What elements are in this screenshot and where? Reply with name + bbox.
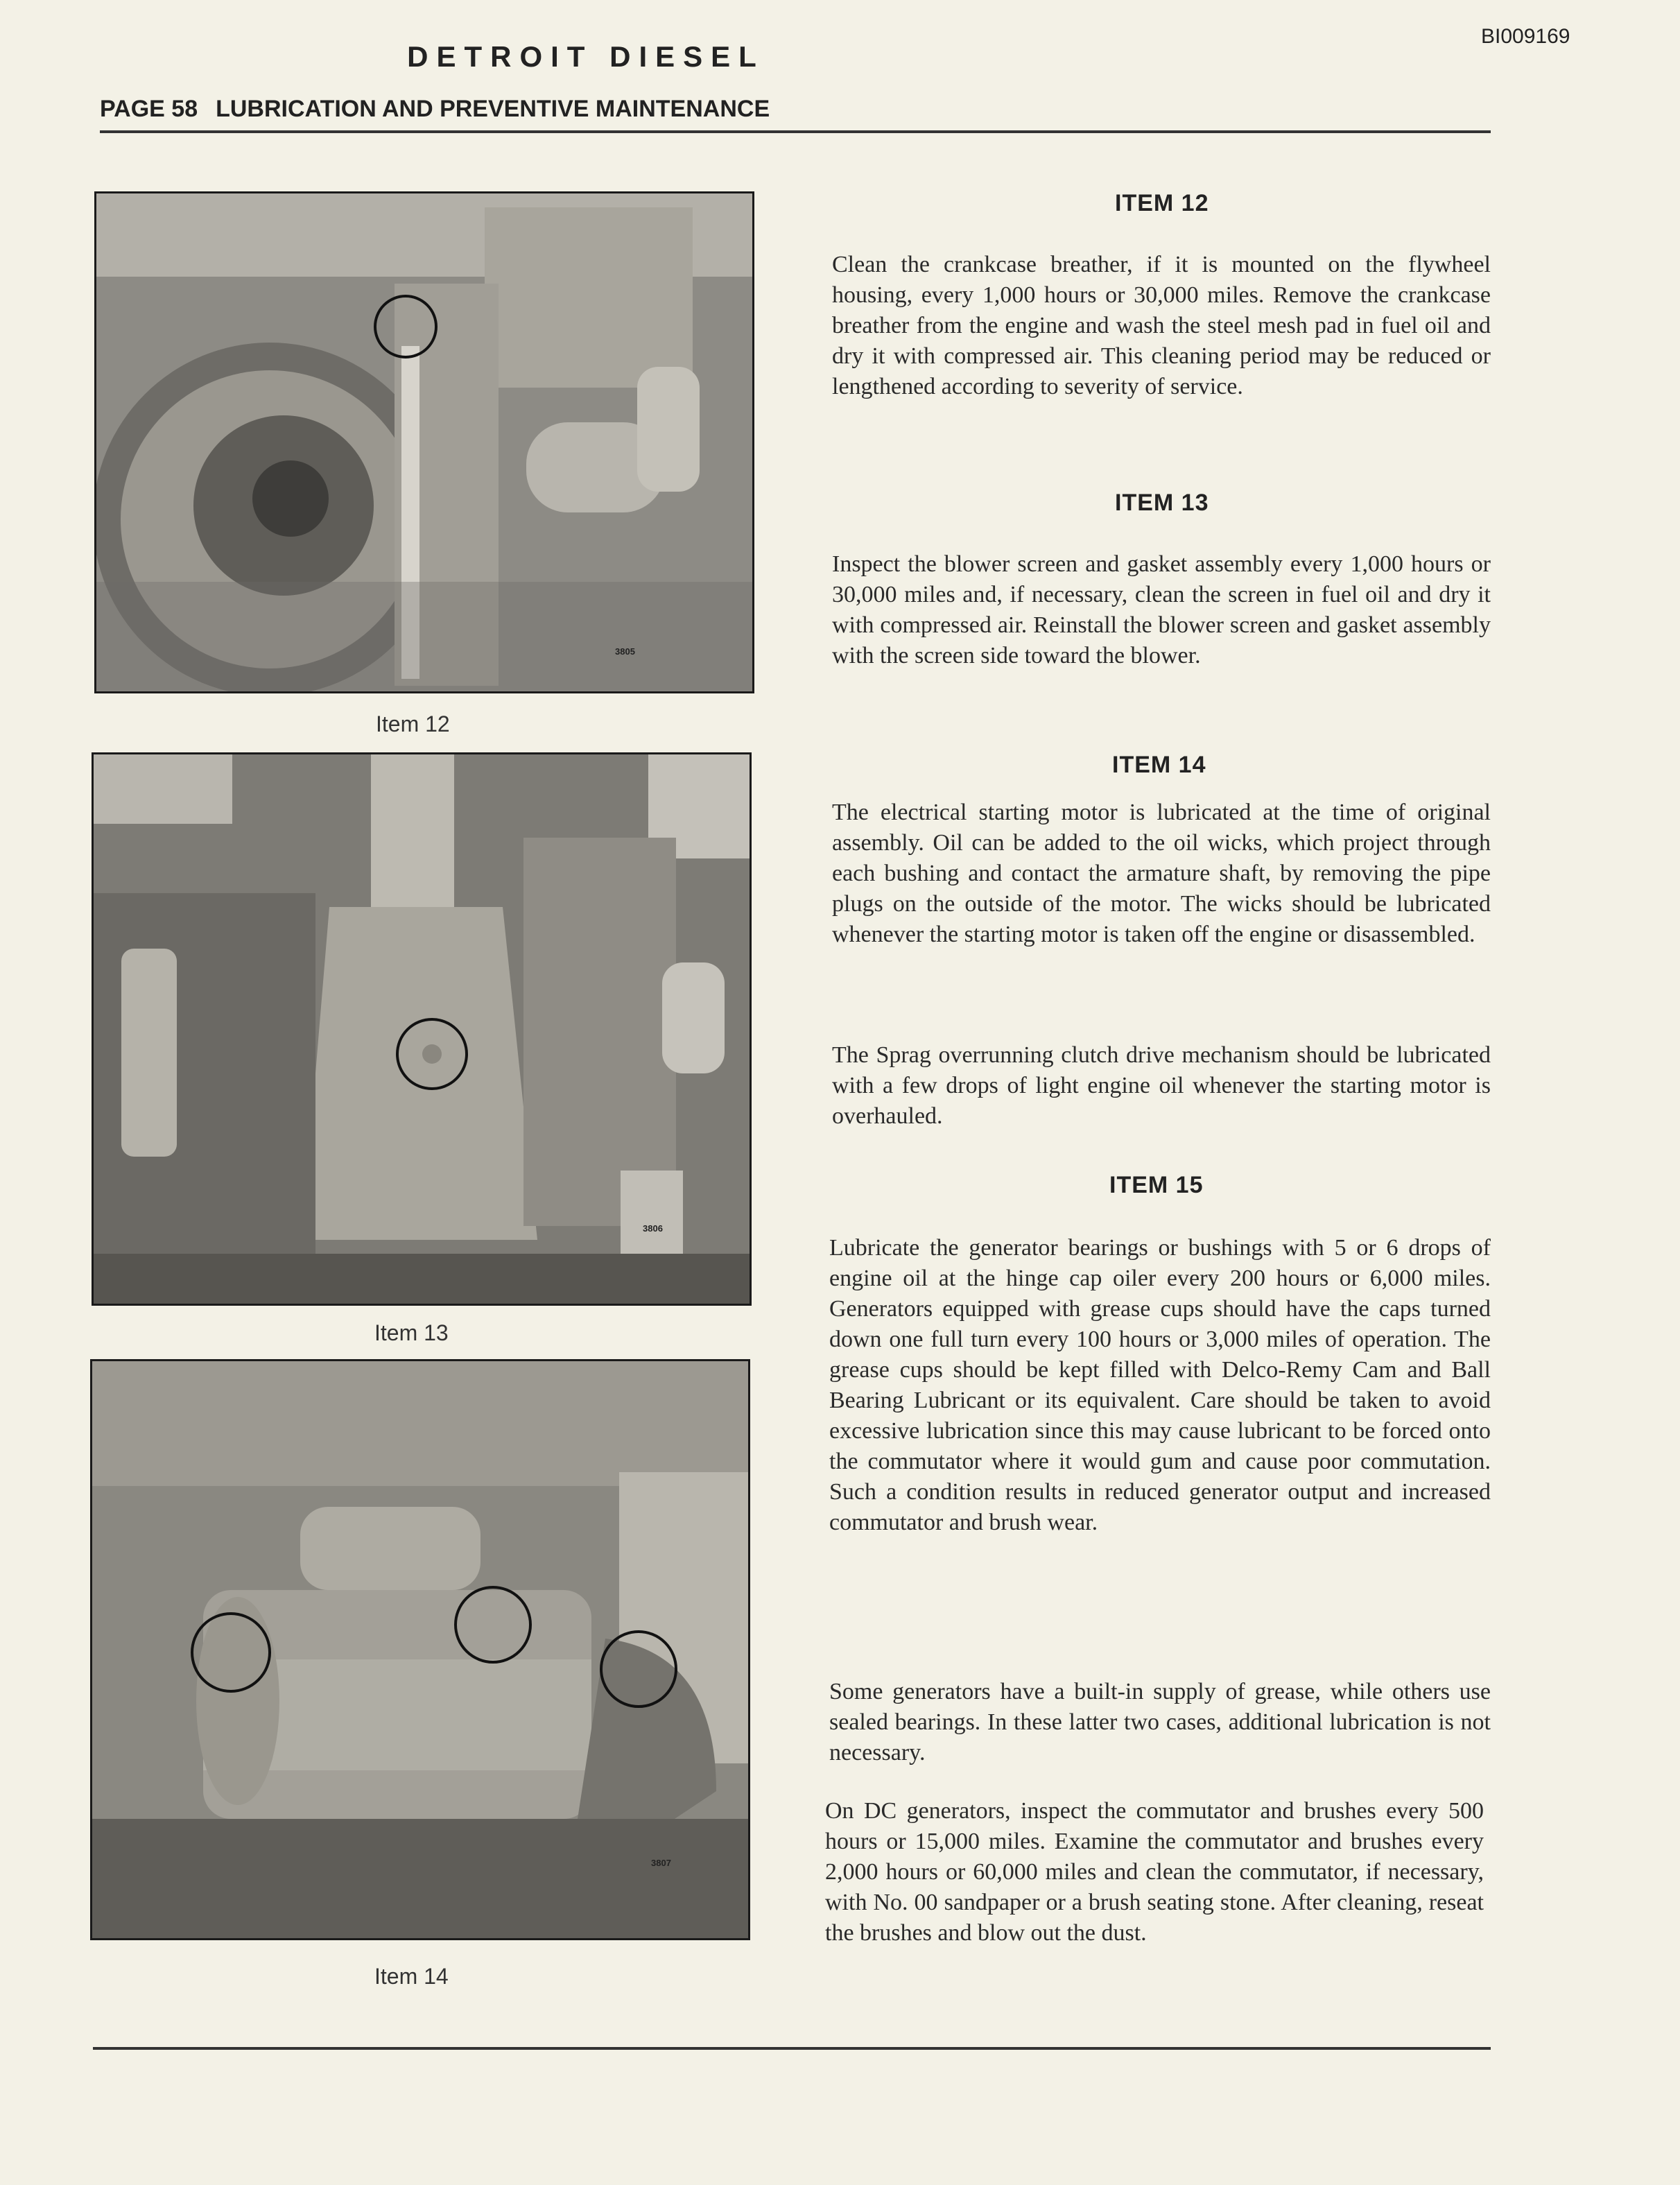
item-12-heading: ITEM 12 [1115,190,1209,216]
item-15-paragraph-1: Lubricate the generator bearings or bushings with 5 or 6 drops of engine oil at the hinge cap oiler every 200 hours or 6,000 miles. Generators equipped with grease cups should have the caps turned down one full turn every 100 hours or 3,000 miles of operation. The grease cups should be kept filled with Delco-Remy Cam and Ball Bearing Lubricant or its equivalent. Care should be taken to avoid excessive lubrication since this may cause lubricant to be forced onto the commutator where it would gum and cause poor commutation. Such a condition results in reduced generator output and increased commutator and brush wear. [829,1235,1491,1535]
header-rule [100,130,1491,133]
photo-code: 3806 [643,1223,663,1234]
blower-housing-image [94,754,750,1304]
item-13-paragraph: Inspect the blower screen and gasket assembly every 1,000 hours or 30,000 miles and, if necessary, clean the screen in fuel oil and dry it with compressed air. Reinstall the blower screen and gasket assembly with the screen side toward the blower. [832,551,1491,668]
page-header [100,96,770,123]
section-title: LUBRICATION AND PREVENTIVE MAINTENANCE [216,96,770,122]
brand-title: DETROIT DIESEL [407,40,765,73]
photo-item-13 [92,752,752,1306]
item-15-paragraph-3: On DC generators, inspect the commutator and brushes every 500 hours or 15,000 miles. Examine the commutator and brushes every 2,000 hours or 60,000 miles and clean the commutator, if necessary, with No. 00 sandpaper or a brush seating stone. After cleaning, reseat the brushes and blow out the dust. [825,1798,1484,1946]
item-14-heading: ITEM 14 [1112,752,1206,778]
item-15-paragraph-2: Some generators have a built-in supply of grease, while others use sealed bearings. In these latter two cases, additional lubrication is not necessary. [829,1679,1491,1765]
photo-item-12 [94,191,754,693]
photo-code: 3805 [615,646,635,657]
photo-item-14 [90,1359,750,1940]
item-14-paragraph-1: The electrical starting motor is lubricated at the time of original assembly. Oil can be added to the oil wicks, which project through each bushing and contact the armature shaft, by removing the pipe plugs on the outside of the motor. The wicks should be lubricated whenever the starting motor is taken off the engine or disassembled. [832,800,1491,947]
item-15-heading: ITEM 15 [1109,1172,1204,1198]
item-12-paragraph: Clean the crankcase breather, if it is mounted on the flywheel housing, every 1,000 hours or 30,000 miles. Remove the crankcase breather from the engine and wash the steel mesh pad in fuel oil and dry it with compressed air. This cleaning period may be reduced or lengthened according to severity of service. [832,252,1491,399]
starting-motor-image [92,1361,748,1938]
page-number: PAGE 58 [100,96,198,122]
caption-item-12: Item 12 [376,711,450,736]
photo-code: 3807 [651,1858,671,1868]
item-14-paragraph-2: The Sprag overrunning clutch drive mechanism should be lubricated with a few drops of light engine oil whenever the starting motor is overhauled. [832,1042,1491,1129]
footer-rule [93,2047,1491,2050]
caption-item-14: Item 14 [374,1964,449,1989]
document-id: BI009169 [1481,25,1570,48]
caption-item-13: Item 13 [374,1320,449,1345]
item-13-heading: ITEM 13 [1115,490,1209,516]
engine-flywheel-image [96,193,752,691]
